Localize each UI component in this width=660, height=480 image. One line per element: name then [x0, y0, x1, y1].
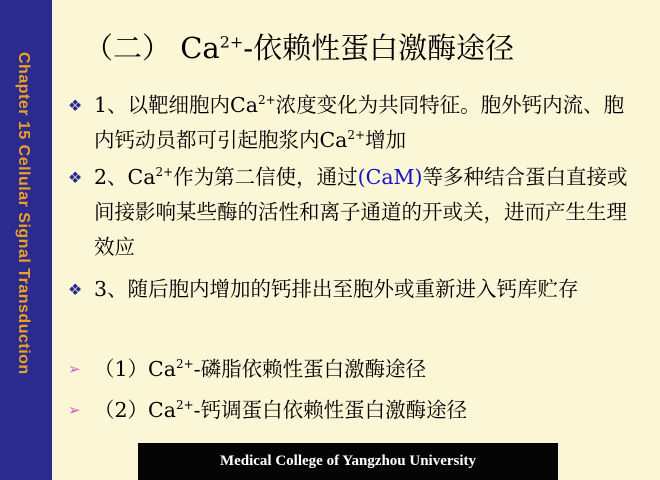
slide-title: [84, 26, 644, 67]
bullet-item-text: 3、随后胞内增加的钙排出至胞外或重新进入钙库贮存: [94, 277, 579, 301]
superscript: 2+: [155, 165, 174, 180]
bullet-item-text: [94, 88, 638, 158]
text-part: 2、Ca: [94, 165, 156, 189]
bullet-item-3: [68, 272, 638, 307]
arrow-bullet-icon: ➢: [68, 401, 81, 419]
text-part: -磷脂依赖性蛋白激酶途径: [193, 357, 427, 381]
superscript: 2+: [257, 93, 276, 108]
bullet-item-text: [94, 160, 638, 265]
sub-item-text: [94, 393, 638, 428]
text-part: （2）Ca: [94, 398, 176, 422]
text-part: 作为第二信使，通过: [173, 165, 358, 189]
superscript: 2+: [347, 128, 366, 143]
text-part: 浓度变化为共同特征。胞外钙内流、胞内钙动员都可引起胞浆内Ca: [94, 93, 625, 152]
title-suffix: -依赖性蛋白激酶途径: [243, 31, 515, 65]
bullet-item-1: [68, 88, 638, 158]
text-part: （1）Ca: [94, 357, 176, 381]
footer-banner: [138, 443, 558, 480]
sidebar: [0, 0, 52, 480]
sub-item-text: [94, 352, 638, 387]
arrow-bullet-icon: ➢: [68, 360, 81, 378]
sub-item-1: [68, 352, 638, 387]
diamond-bullet-icon: ❖: [68, 96, 83, 115]
cam-highlight: (CaM): [357, 165, 423, 189]
diamond-bullet-icon: ❖: [68, 280, 83, 299]
text-part: -钙调蛋白依赖性蛋白激酶途径: [193, 398, 468, 422]
footer-text: Medical College of Yangzhou University: [219, 453, 477, 469]
sub-item-2: [68, 393, 638, 428]
diamond-bullet-icon: ❖: [68, 168, 83, 187]
text-part: 等多种结合蛋白直接或间接影响某些酶的活性和离子通道的开或关，进而产生生理效应: [94, 165, 628, 259]
bullet-item-2: [68, 160, 638, 265]
text-part: 1、以靶细胞内Ca: [94, 93, 258, 117]
superscript: 2+: [175, 398, 194, 413]
title-superscript: 2+: [219, 32, 244, 52]
text-part: 增加: [365, 128, 407, 152]
title-prefix: （二） Ca: [84, 31, 220, 65]
superscript: 2+: [175, 357, 194, 372]
sidebar-chapter-label: Chapter 15 Cellular Signal Transduction: [15, 52, 32, 375]
